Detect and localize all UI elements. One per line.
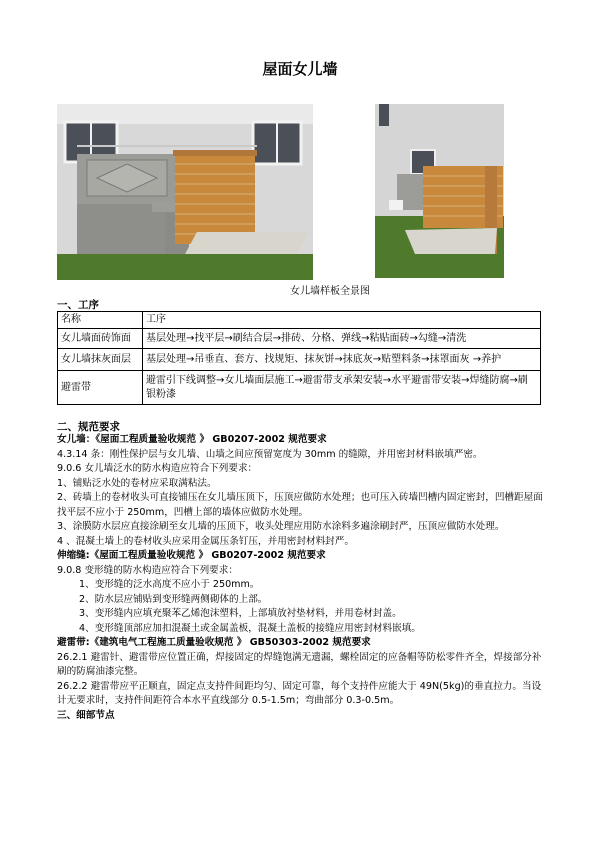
table-cell: 避雷引下线调整→女儿墙面层施工→避雷带支承架安装→水平避雷带安装→焊缝防腐→刷银粉漆 [143, 371, 541, 405]
table-header-cell: 名称 [58, 312, 143, 329]
parapet-side-photo [375, 104, 504, 278]
page-title: 屋面女儿墙 [262, 60, 338, 78]
list-item: 1、变形缝的泛水高度不应小于 250mm。 [79, 579, 260, 590]
lightning-spec: 《建筑电气工程施工质量验收规范 》 GB50303-2002 规范要求 [89, 637, 371, 648]
table-cell: 避雷带 [58, 371, 143, 405]
lightning-label: 避雷带: [57, 637, 90, 648]
table-cell: 女儿墙面砖饰面 [58, 329, 143, 349]
paragraph: 9.0.8 变形缝的防水构造应符合下列要求： [57, 564, 238, 576]
table-row [58, 349, 541, 371]
process-heading: 一、工序 [57, 299, 99, 311]
process-table [57, 311, 541, 405]
paragraph: 2、砖墙上的卷材收头可直接铺压在女儿墙压顶下，压顶应做防水处理；也可压入砖墙凹槽内固定密封，凹槽距屋面找平层不应小于 250mm，凹槽上部的墙体应做防水处理。 [57, 492, 543, 518]
joint-spec: 《屋面工程质量验收规范 》 GB0207-2002 规范要求 [89, 550, 326, 561]
paragraph: 4.3.14 条：刚性保护层与女儿墙、山墙之间应预留宽度为 30mm 的缝隙，并用密封材料嵌填严密。 [57, 448, 483, 460]
paragraph: 26.2.1 避雷针、避雷带应位置正确，焊接固定的焊缝饱满无遗漏，螺栓固定的应备帽等防松零件齐全，焊接部分补刷的防腐油漆完整。 [57, 651, 542, 677]
details-heading: 三、细部节点 [57, 709, 115, 721]
lightning-spec-line [57, 636, 547, 651]
table-row [58, 371, 541, 405]
table-row [58, 329, 541, 349]
paragraph: 3、涂膜防水层应直接涂刷至女儿墙的压顶下，收头处理应用防水涂料多遍涂刷封严，压顶应做防水处理。 [57, 521, 505, 532]
paragraph: 4 、混凝土墙上的卷材收头应采用金属压条钉压，并用密封材料封严。 [57, 535, 354, 547]
joint-label: 伸缩缝: [57, 550, 90, 561]
list-item: 2、防水层应铺贴到变形缝两侧砌体的上部。 [79, 593, 268, 605]
paragraph: 1、铺贴泛水处的卷材应采取满粘法。 [57, 477, 217, 489]
paragraph: 9.0.6 女儿墙泛水的防水构造应符合下列要求： [57, 463, 258, 474]
paragraph: 26.2.2 避雷带应平正顺直，固定点支持件间距均匀、固定可靠，每个支持件应能大于 49N(5kg)的垂直拉力。当设计无要求时，支持件间距符合本水平直线部分 0.5-1.5m；弯曲部分 0.3-0.5m。 [57, 680, 542, 706]
table-header-row [58, 312, 541, 329]
table-header-cell: 工序 [143, 312, 541, 329]
list-item: 4、变形缝顶部应加扣混凝土或金属盖板，混凝土盖板的接缝应用密封材料嵌填。 [79, 622, 421, 634]
table-cell: 基层处理→找平层→刷结合层→排砖、分格、弹线→粘贴面砖→勾缝→清洗 [143, 329, 541, 349]
parapet-label: 女儿墙： [57, 434, 96, 445]
table-cell: 基层处理→吊垂直、套方、找规矩、抹灰饼→抹底灰→贴塑料条→抹罩面灰 →养护 [143, 349, 541, 371]
requirements-body [57, 433, 547, 723]
parapet-spec-line [57, 433, 547, 448]
parapet-spec: 《屋面工程质量验收规范 》 GB0207-2002 规范要求 [95, 434, 327, 445]
photo-caption: 女儿墙样板全景图 [290, 286, 370, 297]
list-item: 3、变形缝内应填充聚苯乙烯泡沫塑料，上部填放衬垫材料，并用卷材封盖。 [79, 608, 402, 619]
parapet-sample-photo [57, 104, 313, 280]
joint-spec-line [57, 549, 547, 564]
requirements-heading: 二、规范要求 [57, 421, 120, 433]
table-cell: 女儿墙抹灰面层 [58, 349, 143, 371]
